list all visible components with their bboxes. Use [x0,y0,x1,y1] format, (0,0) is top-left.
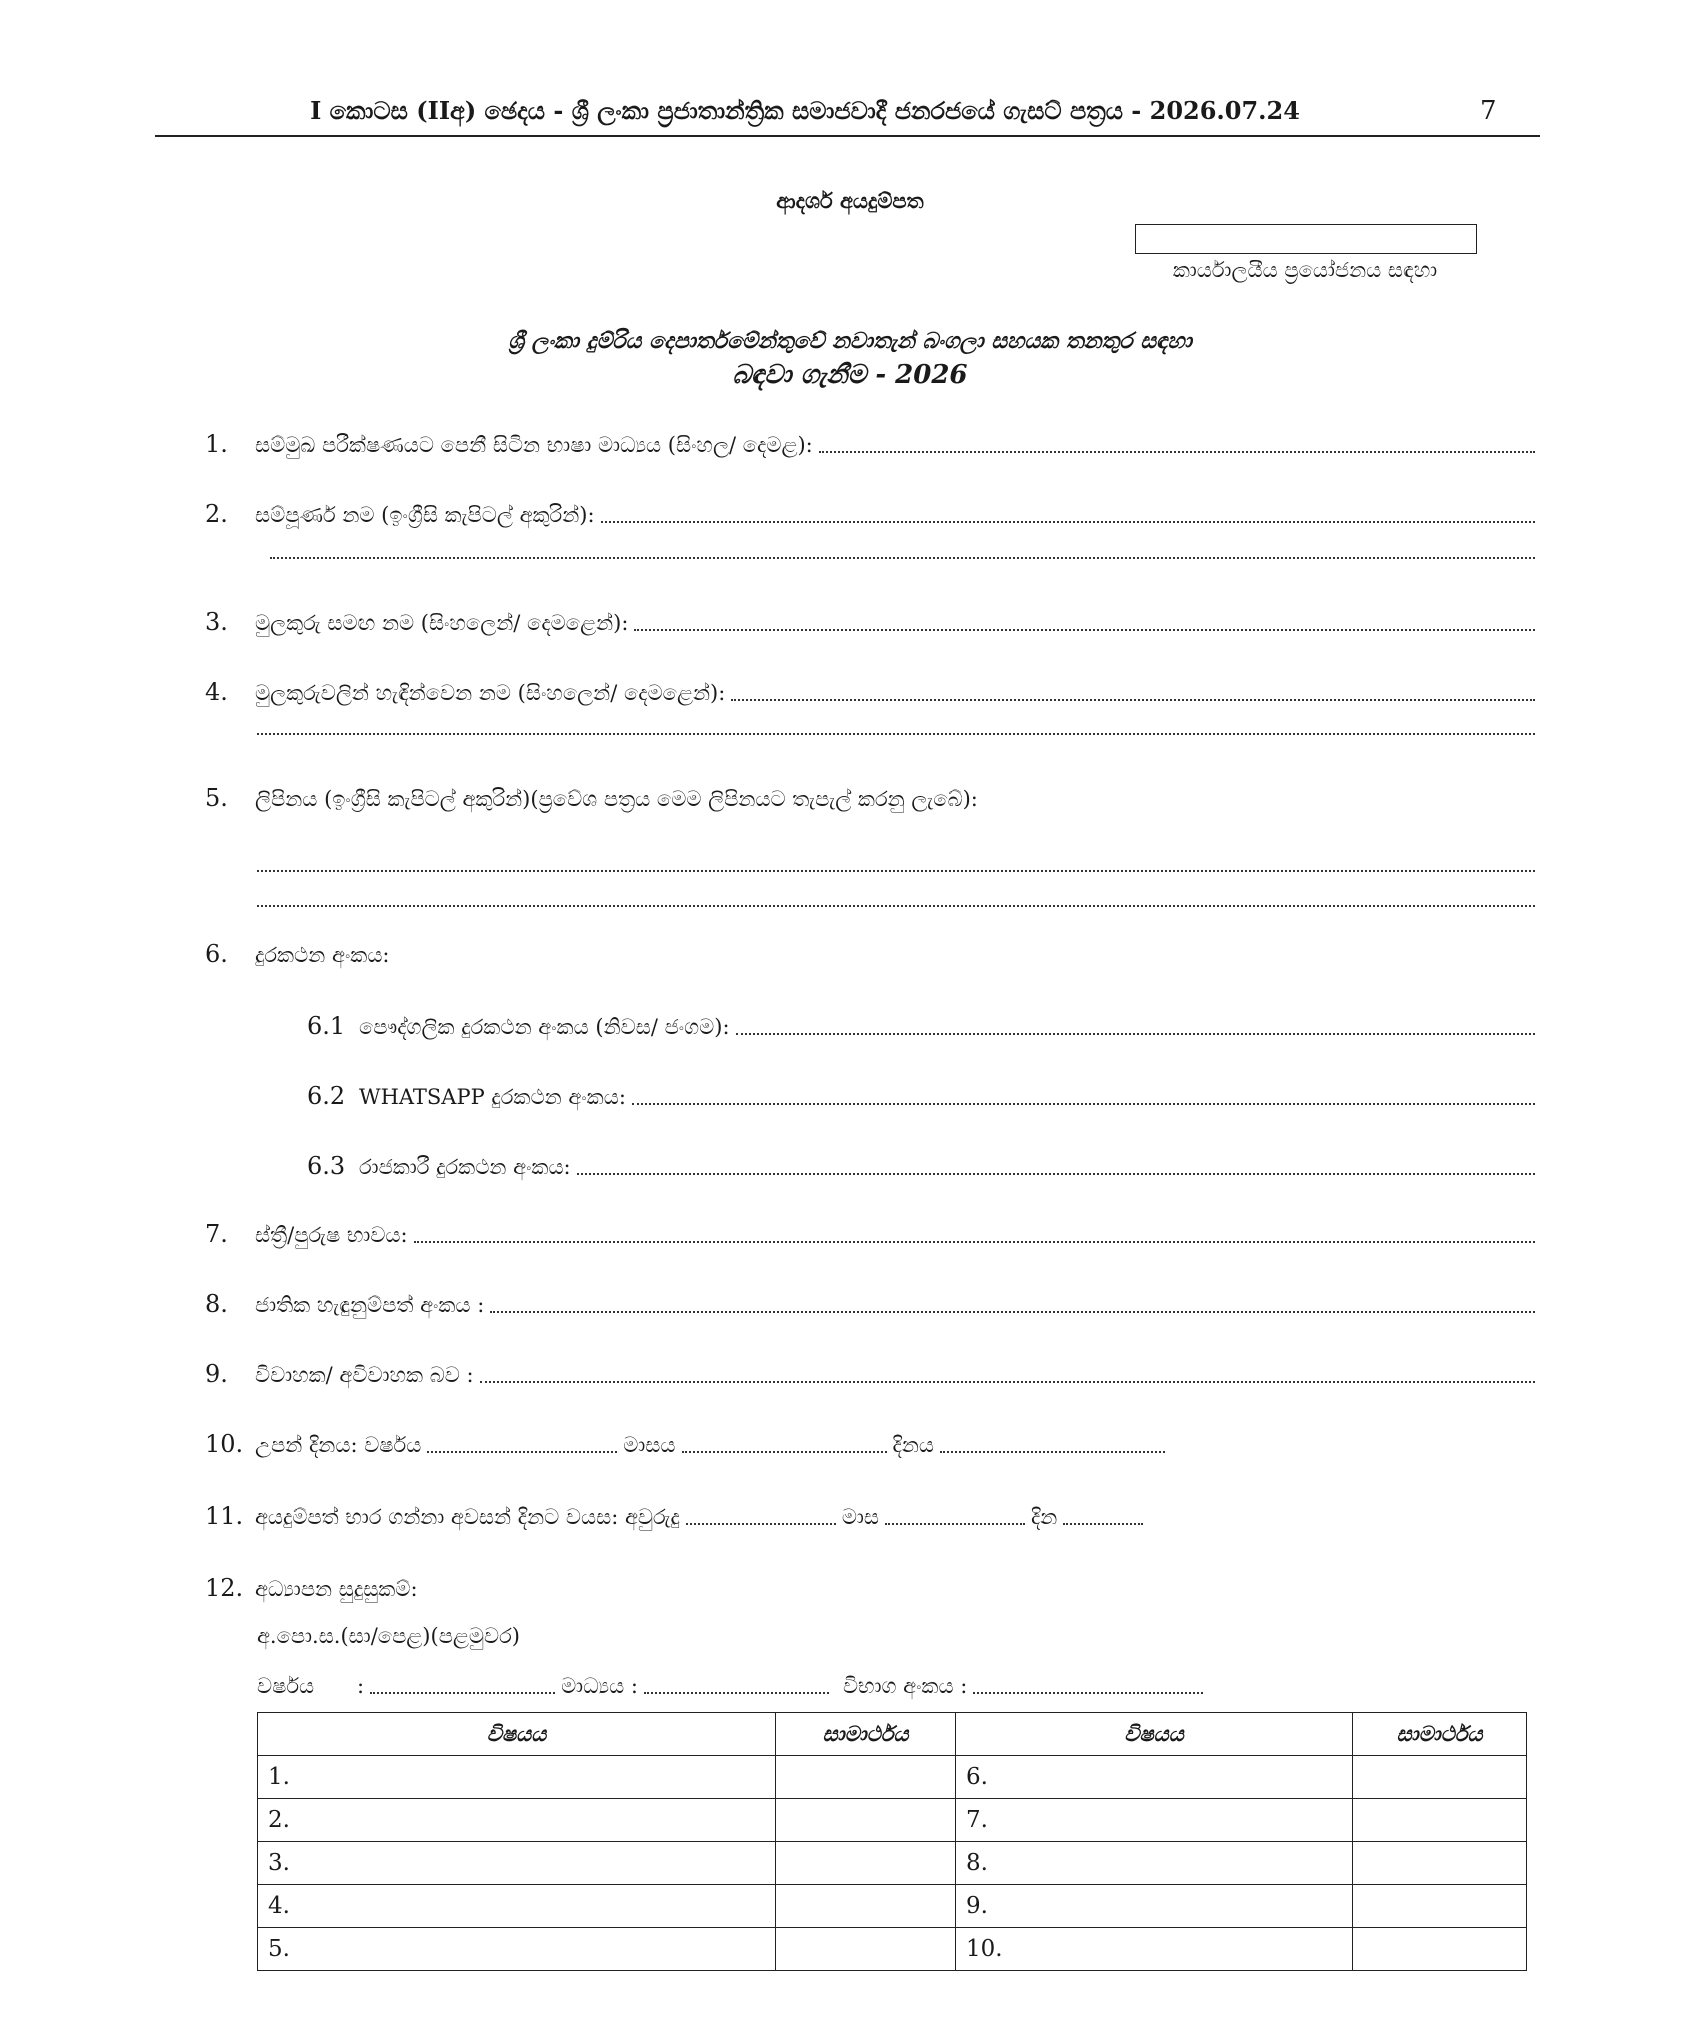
field-address [205,784,1535,812]
field-label: සම්මුඛ පරීක්ෂණයට පෙනී සිටින භාෂා මාධ්‍යය (සිංහල/ දෙමළ): [255,433,813,457]
gender-input[interactable] [414,1241,1535,1243]
field-label: පෞද්ගලික දුරකථන අංකය (නිවස/ ජංගම): [359,1015,730,1039]
field-full-name [205,500,1535,528]
name-denoted-input[interactable] [731,699,1535,701]
ol-year-input[interactable] [370,1692,555,1694]
age-months-input[interactable] [885,1523,1025,1525]
subject-cell[interactable]: 5. [258,1928,776,1971]
field-education [205,1574,1535,1602]
field-age [205,1502,1535,1530]
field-number: 6.3 [307,1152,346,1180]
age-years-input[interactable] [686,1523,836,1525]
field-number: 7. [205,1220,228,1248]
field-name-denoted [205,678,1535,706]
form-title: ආදර්ශ අයදුම්පත [776,188,924,213]
field-gender [205,1220,1535,1248]
address-input-line1[interactable] [257,870,1535,872]
name-with-initials-input[interactable] [634,629,1535,631]
subject-cell[interactable]: 10. [956,1928,1353,1971]
ol-year-colon: : [357,1674,365,1698]
subject-cell[interactable]: 9. [956,1885,1353,1928]
ol-results-table [257,1712,1527,1971]
subject-cell[interactable]: 8. [956,1842,1353,1885]
field-number: 2. [205,500,228,528]
grade-header: සාමාර්ථය [776,1713,956,1756]
field-label: ජාතික හැඳුනුම්පත් අංකය : [255,1293,485,1317]
dob-month-input[interactable] [682,1451,887,1453]
form-subtitle-line1: ශ්‍රී ලංකා දුම්රිය දෙපාර්තමේන්තුවේ නවාතැන් බංගලා සහයක තනතුර සඳහා [508,328,1192,354]
form-subtitle-line2: බඳවා ගැනීම - 2026 [732,360,968,390]
grade-cell[interactable] [776,1885,956,1928]
header-rule [155,135,1540,137]
field-number: 4. [205,678,228,706]
table-row [258,1842,1527,1885]
name-denoted-input-line2[interactable] [257,733,1535,735]
field-label: රාජකාරී දුරකථන අංකය: [359,1155,571,1179]
dob-day-input[interactable] [940,1451,1165,1453]
field-nic [205,1290,1535,1318]
field-whatsapp-phone [307,1082,1535,1110]
marital-status-input[interactable] [480,1381,1535,1383]
address-input-line2[interactable] [257,905,1535,907]
table-row [258,1756,1527,1799]
field-label: ලිපිනය (ඉංග්‍රීසි කැපිටල් අකුරින්)(ප්‍රවේශ පත්‍රය මෙම ලිපිනයට තැපැල් කරනු ලැබේ): [255,787,978,811]
ol-heading [257,1624,520,1649]
office-use-label: කාර්යාලයීය ප්‍රයෝජනය සඳහා [1172,258,1438,282]
grade-cell[interactable] [776,1842,956,1885]
field-label: අයදුම්පත් භාර ගන්නා අවසන් දිනට වයස: අවුරුදු [255,1505,680,1529]
field-phone [205,940,1535,968]
age-months-label: මාස [841,1505,879,1529]
age-days-input[interactable] [1063,1523,1143,1525]
grade-cell[interactable] [1353,1928,1527,1971]
gazette-header [0,96,1700,136]
subject-cell[interactable]: 6. [956,1756,1353,1799]
field-number: 1. [205,430,228,458]
dob-day-label: දිනය [892,1433,934,1457]
official-phone-input[interactable] [577,1173,1535,1175]
field-marital-status [205,1360,1535,1388]
field-official-phone [307,1152,1535,1180]
field-label: විවාහක/ අවිවාහක බව : [255,1363,474,1387]
grade-cell[interactable] [1353,1842,1527,1885]
ol-heading-text: අ.පො.ස.(සා/පෙළ)(පළමුවර) [257,1624,521,1648]
nic-input[interactable] [490,1311,1535,1313]
subject-header: විෂයය [956,1713,1353,1756]
field-label: මුලකුරු සමඟ නම (සිංහලෙන්/ දෙමළෙන්): [255,611,629,635]
field-number: 6.2 [307,1082,346,1110]
field-label: උපන් දිනය: වර්ෂය [255,1433,422,1457]
field-number: 9. [205,1360,228,1388]
field-interview-medium [205,430,1535,458]
table-row [258,1928,1527,1971]
ol-year-label: වර්ෂය [257,1674,315,1698]
field-date-of-birth [205,1430,1535,1458]
field-label: සම්පූර්ණ නම (ඉංග්‍රීසි කැපිටල් අකුරින්): [255,503,595,527]
field-number: 10. [205,1430,244,1458]
field-number: 8. [205,1290,228,1318]
subject-cell[interactable]: 7. [956,1799,1353,1842]
full-name-input[interactable] [601,521,1535,523]
field-label: මුලකුරුවලින් හැඳින්වෙන නම (සිංහලෙන්/ දෙමළෙන්): [255,681,726,705]
field-number: 6.1 [307,1012,346,1040]
subject-cell[interactable]: 4. [258,1885,776,1928]
field-label: ස්ත්‍රී/පුරුෂ භාවය: [255,1223,408,1247]
ol-index-label: විභාග අංකය : [842,1674,968,1698]
ol-medium-label: මාධ්‍යය : [561,1674,638,1698]
interview-medium-input[interactable] [819,451,1535,453]
table-row [258,1799,1527,1842]
field-label: අධ්‍යාපන සුදුසුකම්: [255,1577,418,1601]
dob-month-label: මාසය [623,1433,676,1457]
ol-medium-input[interactable] [644,1692,829,1694]
grade-cell[interactable] [776,1928,956,1971]
dob-year-input[interactable] [427,1451,617,1453]
gazette-title: I කොටස (IIඅ) ඡෙදය - ශ්‍රී ලංකා ප්‍රජාතාන්ත්‍රික සමාජවාදී ජනරජයේ ගැසට් පත්‍රය - 2026.07.24 [310,96,1300,125]
field-label: දුරකථන අංකය: [255,943,390,967]
grade-cell[interactable] [776,1756,956,1799]
field-number: 12. [205,1574,244,1602]
subject-cell[interactable]: 2. [258,1799,776,1842]
subject-header: විෂයය [258,1713,776,1756]
ol-index-input[interactable] [973,1692,1203,1694]
field-number: 11. [205,1502,244,1530]
grade-cell[interactable] [776,1799,956,1842]
subject-cell[interactable]: 1. [258,1756,776,1799]
field-number: 5. [205,784,228,812]
grade-header: සාමාර්ථය [1353,1713,1527,1756]
ol-details [257,1674,1277,1699]
table-header-row [258,1713,1527,1756]
field-label: WHATSAPP දුරකථන අංකය: [359,1085,626,1109]
whatsapp-phone-input[interactable] [632,1103,1535,1105]
table-row [258,1885,1527,1928]
personal-phone-input[interactable] [736,1033,1535,1035]
full-name-input-line2[interactable] [270,557,1535,559]
field-number: 3. [205,608,228,636]
grade-cell[interactable] [1353,1799,1527,1842]
age-days-label: දින [1030,1505,1058,1529]
field-number: 6. [205,940,228,968]
field-name-with-initials [205,608,1535,636]
office-use-box[interactable] [1135,224,1477,254]
subject-cell[interactable]: 3. [258,1842,776,1885]
page-number: 7 [1480,96,1497,126]
grade-cell[interactable] [1353,1885,1527,1928]
field-personal-phone [307,1012,1535,1040]
grade-cell[interactable] [1353,1756,1527,1799]
